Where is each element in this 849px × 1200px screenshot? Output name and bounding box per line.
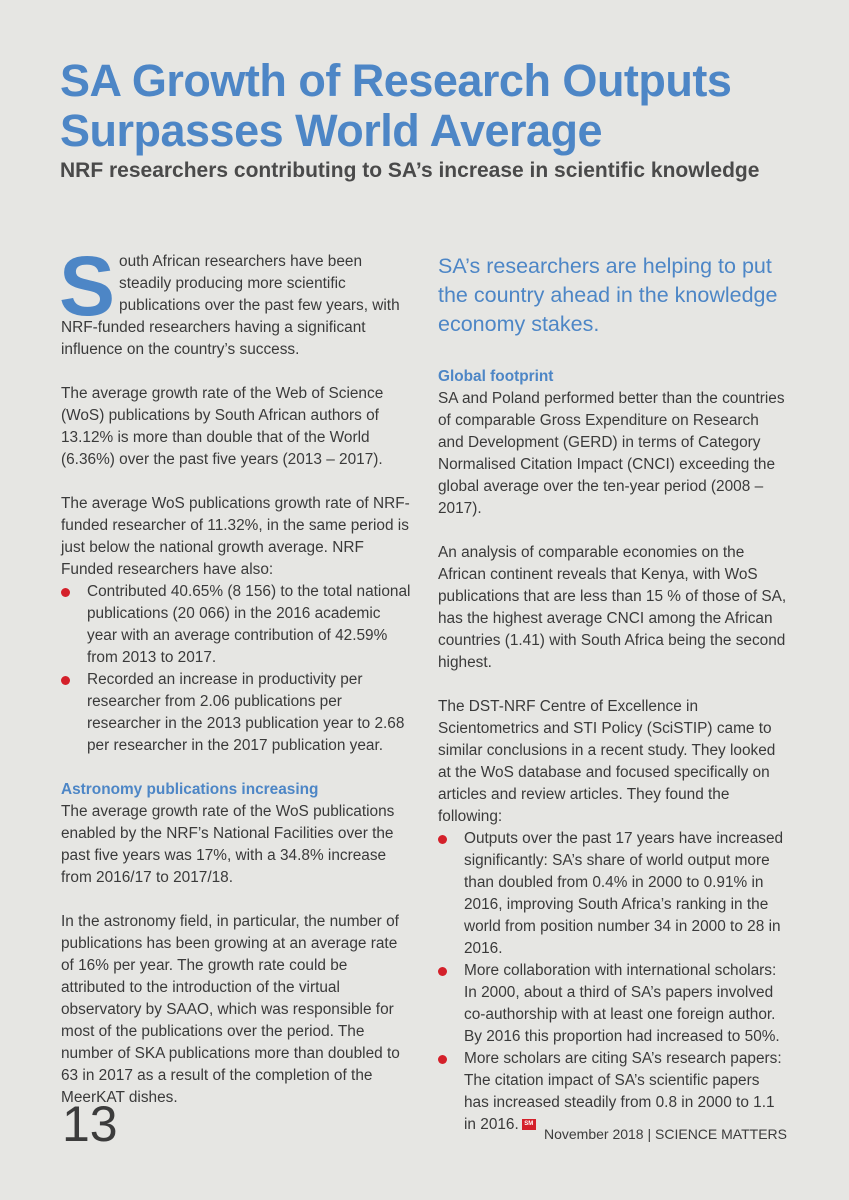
list-item: Outputs over the past 17 years have increased significantly: SA’s share of world output more than doubled from 0.4% in 2000 to 0.91% in 2016, improving South Africa’s ranking in the world from position number 34 in 2000 to 28 in 2016. bbox=[438, 828, 788, 960]
bullet-list bbox=[438, 828, 788, 1136]
bullet-icon bbox=[438, 1055, 447, 1064]
bullet-icon bbox=[438, 967, 447, 976]
section-heading: Global footprint bbox=[438, 368, 554, 385]
right-column bbox=[438, 251, 788, 1158]
footer-publication: November 2018 | SCIENCE MATTERS bbox=[543, 1126, 787, 1142]
paragraph: An analysis of comparable economies on the African continent reveals that Kenya, with WoS publications that are less than 15 % of those of SA, has the highest average CNCI among the African countries (1.41) with South Africa being the second highest. bbox=[438, 544, 787, 671]
article-title: SA Growth of Research Outputs Surpasses World Average bbox=[60, 55, 732, 156]
bullet-icon bbox=[61, 676, 70, 685]
drop-cap: S bbox=[59, 239, 116, 333]
list-item: Contributed 40.65% (8 156) to the total national publications (20 066) in the 2016 academic year with an average contribution of 42.59% from 2013 to 2017. bbox=[61, 581, 413, 669]
list-item: More collaboration with international scholars: In 2000, about a third of SA’s papers involved co-authorship with at least one foreign author. By 2016 this proportion had increased to 50%. bbox=[438, 960, 788, 1048]
paragraph: The DST-NRF Centre of Excellence in Scientometrics and STI Policy (SciSTIP) came to similar conclusions in a recent study. They looked at the WoS database and focused specifically on articles and review articles. They found the following: bbox=[438, 698, 776, 825]
bullet-icon bbox=[61, 588, 70, 597]
science-matters-logo-icon: SM bbox=[522, 1119, 536, 1130]
paragraph: In the astronomy field, in particular, the number of publications has been growing at an average rate of 16% per year. The growth rate could be attributed to the introduction of the virtual observatory by SAAO, which was responsible for most of the publications over the period. The number of SKA publications more than doubled to 63 in 2017 as a result of the completion of the MeerKAT dishes. bbox=[61, 913, 400, 1106]
left-column bbox=[59, 239, 413, 1131]
page-number: 13 bbox=[62, 1096, 118, 1152]
intro-text: outh African researchers have been steadily producing more scientific publications over the past few years, with NRF-funded researchers having a significant influence on the country’s success. bbox=[61, 253, 400, 358]
bullet-icon bbox=[438, 835, 447, 844]
pull-quote: SA’s researchers are helping to put the country ahead in the knowledge economy stakes. bbox=[438, 254, 778, 336]
intro-paragraph bbox=[59, 239, 413, 361]
list-item: More scholars are citing SA’s research papers: The citation impact of SA’s scientific papers has increased steadily from 0.8 in 2000 to 1.1 in 2016. SM bbox=[438, 1048, 788, 1136]
paragraph: The average WoS publications growth rate of NRF-funded researcher of 11.32%, in the same period is just below the national growth average. NRF Funded researchers have also: bbox=[61, 495, 410, 578]
paragraph: The average growth rate of the Web of Science (WoS) publications by South African authors of 13.12% is more than double that of the World (6.36%) over the past five years (2013 – 2017). bbox=[61, 385, 384, 468]
bullet-list bbox=[61, 581, 413, 757]
section-heading: Astronomy publications increasing bbox=[61, 781, 319, 798]
article-subtitle: NRF researchers contributing to SA’s increase in scientific knowledge bbox=[60, 159, 760, 182]
paragraph: SA and Poland performed better than the countries of comparable Gross Expenditure on Research and Development (GERD) in terms of Category Normalised Citation Impact (CNCI) exceeding the global average over the ten-year period (2008 – 2017). bbox=[438, 390, 785, 517]
paragraph: The average growth rate of the WoS publications enabled by the NRF’s National Facilities over the past five years was 17%, with a 34.8% increase from 2016/17 to 2017/18. bbox=[61, 803, 395, 886]
list-item: Recorded an increase in productivity per researcher from 2.06 publications per researcher in the 2013 publication year to 2.68 per researcher in the 2017 publication year. bbox=[61, 669, 413, 757]
